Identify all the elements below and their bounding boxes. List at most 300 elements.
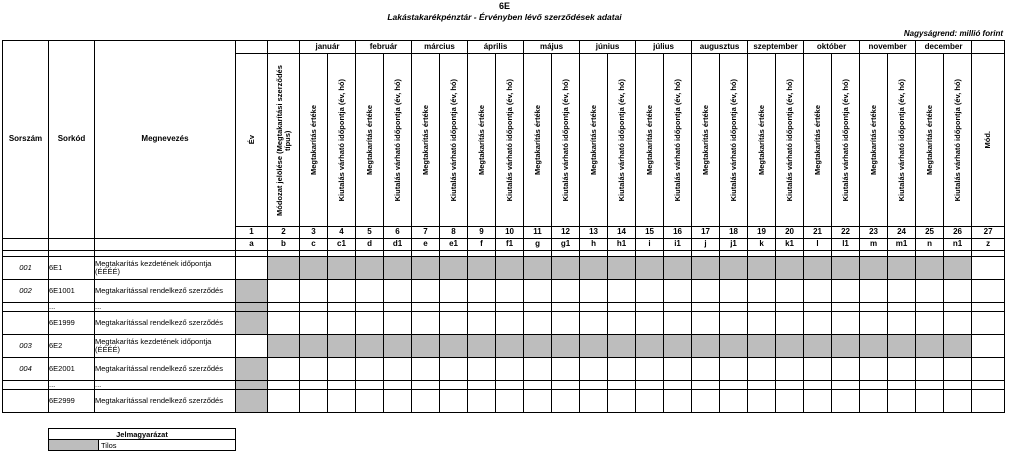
data-cell — [300, 358, 328, 381]
forbidden-cell — [552, 335, 580, 358]
data-cell — [720, 358, 748, 381]
data-cell — [860, 280, 888, 303]
row-sorszam — [3, 312, 49, 335]
col-code: z — [972, 239, 1005, 251]
col-code: f1 — [496, 239, 524, 251]
data-cell — [412, 312, 440, 335]
header-megtakaritas-label: Megtakarítás értéke — [924, 104, 934, 176]
data-cell — [468, 303, 496, 312]
data-cell — [268, 280, 300, 303]
col-code: l — [804, 239, 832, 251]
data-cell — [356, 381, 384, 390]
data-cell — [552, 303, 580, 312]
header-kiutalas-label: Kiutalás várható időpontja (év, hó) — [896, 78, 906, 202]
forbidden-cell — [412, 335, 440, 358]
header-megtakaritas — [916, 54, 944, 227]
code-blank — [49, 239, 95, 251]
col-code: d1 — [384, 239, 412, 251]
unit-label: Nagyságrend: millió forint — [903, 29, 1003, 38]
data-cell — [580, 358, 608, 381]
forbidden-cell — [384, 335, 412, 358]
data-cell — [720, 381, 748, 390]
data-cell — [860, 390, 888, 413]
month-header: július — [636, 41, 692, 54]
forbidden-cell — [664, 335, 692, 358]
data-cell — [580, 280, 608, 303]
data-cell — [888, 358, 916, 381]
col-code: n — [916, 239, 944, 251]
header-megtakaritas — [468, 54, 496, 227]
data-cell — [580, 390, 608, 413]
forbidden-cell — [524, 335, 552, 358]
month-header: március — [412, 41, 468, 54]
data-cell — [328, 280, 356, 303]
header-megtakaritas-label: Megtakarítás értéke — [700, 104, 710, 176]
forbidden-cell — [236, 280, 268, 303]
header-blank — [972, 41, 1005, 54]
col-number: 12 — [552, 227, 580, 239]
forbidden-cell — [636, 257, 664, 280]
header-kiutalas — [832, 54, 860, 227]
header-megtakaritas — [692, 54, 720, 227]
col-code: b — [268, 239, 300, 251]
col-code: m — [860, 239, 888, 251]
month-header: január — [300, 41, 356, 54]
data-cell — [268, 358, 300, 381]
row-sorszam — [3, 303, 49, 312]
forbidden-cell — [692, 257, 720, 280]
data-cell — [552, 312, 580, 335]
data-cell — [412, 390, 440, 413]
data-cell — [832, 390, 860, 413]
forbidden-cell — [468, 335, 496, 358]
data-cell — [440, 381, 468, 390]
col-number: 4 — [328, 227, 356, 239]
header-mod-label: Mód. — [983, 131, 993, 149]
data-cell — [524, 358, 552, 381]
header-kiutalas — [664, 54, 692, 227]
header-kiutalas-label: Kiutalás várható időpontja (év, hó) — [560, 78, 570, 202]
forbidden-cell — [748, 335, 776, 358]
header-sorszam: Sorszám — [3, 41, 49, 239]
data-cell — [972, 381, 1005, 390]
header-kiutalas — [776, 54, 804, 227]
row-sorszam: 001 — [3, 257, 49, 280]
row-sorkod: ... — [49, 303, 95, 312]
data-cell — [720, 303, 748, 312]
table-row — [3, 335, 1005, 358]
forbidden-cell — [832, 257, 860, 280]
forbidden-cell — [608, 335, 636, 358]
month-header: február — [356, 41, 412, 54]
forbidden-cell — [944, 257, 972, 280]
forbidden-cell — [384, 257, 412, 280]
col-number: 19 — [748, 227, 776, 239]
header-megtakaritas-label: Megtakarítás értéke — [588, 104, 598, 176]
header-kiutalas-label: Kiutalás várható időpontja (év, hó) — [448, 78, 458, 202]
data-cell — [776, 312, 804, 335]
data-cell — [692, 312, 720, 335]
header-kiutalas — [608, 54, 636, 227]
row-megnevezes: Megtakarítással rendelkező szerződés — [95, 280, 236, 303]
forbidden-cell — [300, 335, 328, 358]
data-cell — [832, 358, 860, 381]
header-blank — [236, 41, 268, 54]
data-cell — [384, 312, 412, 335]
data-cell — [972, 257, 1005, 280]
form-code: 6E — [498, 1, 510, 11]
data-cell — [916, 303, 944, 312]
forbidden-cell — [236, 390, 268, 413]
col-code: g1 — [552, 239, 580, 251]
data-cell — [496, 390, 524, 413]
data-cell — [356, 280, 384, 303]
forbidden-cell — [440, 257, 468, 280]
header-kiutalas — [944, 54, 972, 227]
data-cell — [412, 280, 440, 303]
header-kiutalas-label: Kiutalás várható időpontja (év, hó) — [728, 78, 738, 202]
table-row — [3, 390, 1005, 413]
data-cell — [328, 358, 356, 381]
forbidden-cell — [860, 335, 888, 358]
data-cell — [832, 280, 860, 303]
data-cell — [636, 390, 664, 413]
col-code: h1 — [608, 239, 636, 251]
data-cell — [496, 280, 524, 303]
col-code: j — [692, 239, 720, 251]
col-code: k1 — [776, 239, 804, 251]
data-cell — [888, 280, 916, 303]
data-cell — [776, 390, 804, 413]
forbidden-cell — [552, 257, 580, 280]
forbidden-cell — [888, 257, 916, 280]
data-cell — [384, 280, 412, 303]
data-cell — [300, 280, 328, 303]
data-cell — [776, 280, 804, 303]
header-megtakaritas — [748, 54, 776, 227]
col-number: 14 — [608, 227, 636, 239]
data-cell — [692, 358, 720, 381]
col-code: j1 — [720, 239, 748, 251]
table-row — [3, 280, 1005, 303]
forbidden-cell — [524, 257, 552, 280]
forbidden-cell — [236, 358, 268, 381]
forbidden-cell — [888, 335, 916, 358]
header-megtakaritas — [804, 54, 832, 227]
col-number: 23 — [860, 227, 888, 239]
col-number: 6 — [384, 227, 412, 239]
data-cell — [384, 358, 412, 381]
data-cell — [944, 312, 972, 335]
data-cell — [412, 358, 440, 381]
col-code: l1 — [832, 239, 860, 251]
col-number: 3 — [300, 227, 328, 239]
data-cell — [692, 390, 720, 413]
header-kiutalas — [440, 54, 468, 227]
header-kiutalas-label: Kiutalás várható időpontja (év, hó) — [952, 78, 962, 202]
data-cell — [328, 303, 356, 312]
col-number: 24 — [888, 227, 916, 239]
header-sorkod: Sorkód — [49, 41, 95, 239]
data-cell — [748, 390, 776, 413]
data-cell — [944, 381, 972, 390]
data-cell — [972, 390, 1005, 413]
legend-forbidden-swatch — [49, 440, 99, 451]
col-number: 18 — [720, 227, 748, 239]
month-header: április — [468, 41, 524, 54]
data-cell — [268, 312, 300, 335]
data-cell — [804, 358, 832, 381]
header-megtakaritas-label: Megtakarítás értéke — [868, 104, 878, 176]
row-sorszam: 004 — [3, 358, 49, 381]
row-sorkod: 6E1999 — [49, 312, 95, 335]
data-cell — [692, 303, 720, 312]
data-cell — [468, 381, 496, 390]
header-megnevezes: Megnevezés — [95, 41, 236, 239]
col-number: 7 — [412, 227, 440, 239]
data-cell — [608, 280, 636, 303]
header-kiutalas-label: Kiutalás várható időpontja (év, hó) — [784, 78, 794, 202]
data-cell — [972, 303, 1005, 312]
month-header: október — [804, 41, 860, 54]
forbidden-cell — [236, 312, 268, 335]
col-number: 22 — [832, 227, 860, 239]
row-sorkod: ... — [49, 381, 95, 390]
data-cell — [524, 312, 552, 335]
col-code: d — [356, 239, 384, 251]
forbidden-cell — [692, 335, 720, 358]
data-cell — [328, 312, 356, 335]
forbidden-cell — [580, 335, 608, 358]
forbidden-cell — [720, 335, 748, 358]
header-kiutalas-label: Kiutalás várható időpontja (év, hó) — [504, 78, 514, 202]
col-code: a — [236, 239, 268, 251]
forbidden-cell — [268, 257, 300, 280]
header-kiutalas — [384, 54, 412, 227]
data-cell — [552, 358, 580, 381]
forbidden-cell — [268, 335, 300, 358]
legend-forbidden-label: Tilos — [99, 440, 236, 451]
data-cell — [384, 390, 412, 413]
forbidden-cell — [328, 257, 356, 280]
forbidden-cell — [412, 257, 440, 280]
data-cell — [972, 335, 1005, 358]
col-number: 1 — [236, 227, 268, 239]
row-megnevezes: Megtakarítás kezdetének időpontja (ÉÉÉÉ) — [95, 257, 236, 280]
forbidden-cell — [748, 257, 776, 280]
month-header: december — [916, 41, 972, 54]
data-cell — [692, 381, 720, 390]
forbidden-cell — [776, 257, 804, 280]
data-cell — [412, 381, 440, 390]
data-cell — [720, 312, 748, 335]
table-row — [3, 312, 1005, 335]
data-cell — [916, 280, 944, 303]
data-cell — [944, 303, 972, 312]
data-cell — [524, 280, 552, 303]
header-megtakaritas — [524, 54, 552, 227]
data-cell — [664, 381, 692, 390]
header-ev — [236, 54, 268, 227]
data-cell — [832, 381, 860, 390]
col-number: 20 — [776, 227, 804, 239]
data-cell — [776, 381, 804, 390]
forbidden-cell — [236, 381, 268, 390]
data-cell — [972, 312, 1005, 335]
header-megtakaritas — [412, 54, 440, 227]
data-cell — [888, 390, 916, 413]
data-cell — [664, 303, 692, 312]
data-cell — [300, 303, 328, 312]
data-cell — [580, 312, 608, 335]
forbidden-cell — [720, 257, 748, 280]
col-number: 25 — [916, 227, 944, 239]
data-cell — [356, 358, 384, 381]
month-header: szeptember — [748, 41, 804, 54]
data-cell — [524, 381, 552, 390]
data-cell — [496, 358, 524, 381]
data-cell — [888, 312, 916, 335]
data-cell — [268, 390, 300, 413]
data-cell — [440, 390, 468, 413]
data-cell — [832, 303, 860, 312]
header-kiutalas — [496, 54, 524, 227]
form-title: Lakástakarékpénztár - Érvényben lévő szerződések adatai — [387, 12, 622, 22]
header-ev-label: Év — [246, 135, 256, 145]
header-kiutalas-label: Kiutalás várható időpontja (év, hó) — [392, 78, 402, 202]
header-megtakaritas — [580, 54, 608, 227]
forbidden-cell — [804, 335, 832, 358]
data-cell — [860, 381, 888, 390]
table-row — [3, 303, 1005, 312]
forbidden-cell — [832, 335, 860, 358]
data-cell — [748, 280, 776, 303]
header-megtakaritas-label: Megtakarítás értéke — [420, 104, 430, 176]
forbidden-cell — [664, 257, 692, 280]
data-cell — [268, 381, 300, 390]
data-cell — [268, 303, 300, 312]
col-number: 2 — [268, 227, 300, 239]
header-megtakaritas — [356, 54, 384, 227]
header-kiutalas-label: Kiutalás várható időpontja (év, hó) — [672, 78, 682, 202]
data-cell — [384, 381, 412, 390]
header-kiutalas-label: Kiutalás várható időpontja (év, hó) — [840, 78, 850, 202]
forbidden-cell — [916, 257, 944, 280]
col-code: c1 — [328, 239, 356, 251]
col-number: 10 — [496, 227, 524, 239]
row-megnevezes: Megtakarítással rendelkező szerződés — [95, 312, 236, 335]
data-cell — [860, 303, 888, 312]
row-sorkod: 6E1 — [49, 257, 95, 280]
header-megtakaritas-label: Megtakarítás értéke — [364, 104, 374, 176]
data-cell — [916, 390, 944, 413]
data-cell — [608, 381, 636, 390]
forbidden-cell — [328, 335, 356, 358]
col-code: g — [524, 239, 552, 251]
data-cell — [972, 358, 1005, 381]
data-cell — [888, 381, 916, 390]
header-kiutalas — [888, 54, 916, 227]
col-number: 21 — [804, 227, 832, 239]
data-cell — [972, 280, 1005, 303]
data-cell — [804, 390, 832, 413]
data-cell — [888, 303, 916, 312]
data-cell — [552, 381, 580, 390]
data-cell — [804, 303, 832, 312]
data-cell — [804, 381, 832, 390]
data-cell — [412, 303, 440, 312]
header-megtakaritas-label: Megtakarítás értéke — [756, 104, 766, 176]
data-cell — [748, 303, 776, 312]
col-code: e — [412, 239, 440, 251]
data-cell — [328, 381, 356, 390]
code-blank — [95, 239, 236, 251]
row-sorkod: 6E2999 — [49, 390, 95, 413]
data-cell — [440, 312, 468, 335]
forbidden-cell — [468, 257, 496, 280]
legend-title: Jelmagyarázat — [49, 429, 236, 440]
forbidden-cell — [496, 257, 524, 280]
forbidden-cell — [496, 335, 524, 358]
data-cell — [664, 358, 692, 381]
legend — [48, 428, 236, 451]
data-cell — [748, 358, 776, 381]
data-cell — [468, 358, 496, 381]
code-blank — [3, 239, 49, 251]
col-code: h — [580, 239, 608, 251]
header-modozat-label: Módozat jelölése (Megtakarítási szerződés típus) — [274, 64, 292, 216]
data-cell — [860, 312, 888, 335]
data-cell — [300, 312, 328, 335]
forbidden-cell — [580, 257, 608, 280]
header-megtakaritas — [636, 54, 664, 227]
forbidden-cell — [236, 303, 268, 312]
forbidden-cell — [776, 335, 804, 358]
data-cell — [300, 390, 328, 413]
col-code: e1 — [440, 239, 468, 251]
data-cell — [356, 390, 384, 413]
data-cell — [552, 390, 580, 413]
data-cell — [636, 358, 664, 381]
data-cell — [552, 280, 580, 303]
col-code: m1 — [888, 239, 916, 251]
col-code: n1 — [944, 239, 972, 251]
forbidden-cell — [608, 257, 636, 280]
data-cell — [468, 390, 496, 413]
data-cell — [636, 280, 664, 303]
row-sorszam — [3, 381, 49, 390]
row-megnevezes: ... — [95, 303, 236, 312]
row-megnevezes: Megtakarítás kezdetének időpontja (ÉÉÉÉ) — [95, 335, 236, 358]
data-cell — [300, 381, 328, 390]
forbidden-cell — [804, 257, 832, 280]
month-header: november — [860, 41, 916, 54]
data-cell — [496, 303, 524, 312]
forbidden-cell — [636, 335, 664, 358]
data-cell — [916, 312, 944, 335]
col-number: 15 — [636, 227, 664, 239]
data-cell — [664, 312, 692, 335]
data-cell — [580, 303, 608, 312]
header-megtakaritas-label: Megtakarítás értéke — [532, 104, 542, 176]
header-kiutalas — [552, 54, 580, 227]
data-cell — [664, 280, 692, 303]
header-megtakaritas-label: Megtakarítás értéke — [812, 104, 822, 176]
header-megtakaritas — [860, 54, 888, 227]
row-megnevezes: ... — [95, 381, 236, 390]
header-mod — [972, 54, 1005, 227]
col-number: 16 — [664, 227, 692, 239]
